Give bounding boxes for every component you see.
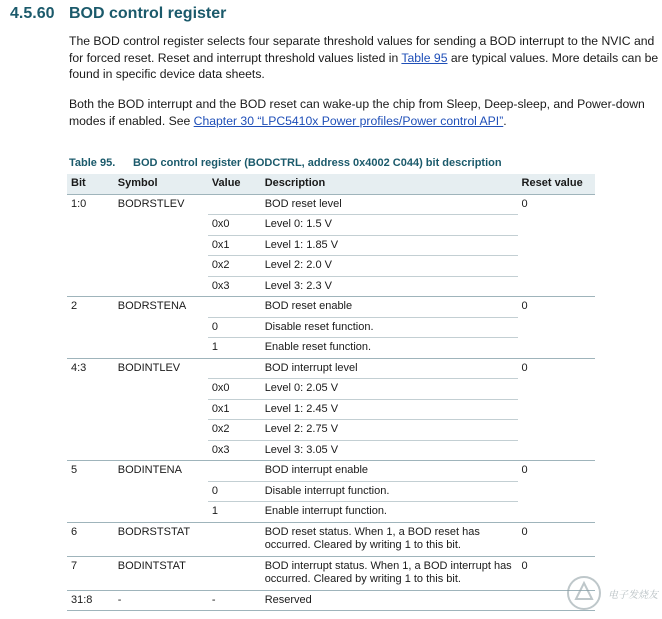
cell-reset-empty <box>518 379 595 400</box>
cell-value: 0x2 <box>208 256 261 277</box>
cell-symbol-empty <box>114 399 208 420</box>
table-row <box>67 317 595 338</box>
cell-reset-empty <box>518 502 595 523</box>
cell-reset-empty <box>518 440 595 461</box>
cell-bit: 6 <box>67 522 114 556</box>
cell-value <box>208 297 261 318</box>
header-symbol: Symbol <box>114 174 208 194</box>
header-bit: Bit <box>67 174 114 194</box>
cell-description: Level 3: 2.3 V <box>261 276 518 297</box>
cell-value: 0x0 <box>208 379 261 400</box>
cell-value: 0 <box>208 317 261 338</box>
cell-bit: 4:3 <box>71 361 87 374</box>
cell-bit: 31:8 <box>67 590 114 611</box>
cell-description: Level 0: 1.5 V <box>261 215 518 236</box>
section-heading <box>10 5 226 23</box>
cell-bit-empty <box>67 338 114 359</box>
cell-symbol: BODRSTSTAT <box>114 522 208 556</box>
table-row <box>67 338 595 359</box>
cell-description: Level 2: 2.0 V <box>261 256 518 277</box>
header-description: Description <box>261 174 518 194</box>
bod-register-table <box>67 174 595 611</box>
cell-symbol-empty <box>114 502 208 523</box>
cell-reset-empty <box>518 481 595 502</box>
table-row <box>67 235 595 256</box>
table-row <box>67 358 595 379</box>
cell-symbol-empty <box>114 317 208 338</box>
cell-description: Level 0: 2.05 V <box>261 379 518 400</box>
cell-reset-empty <box>518 420 595 441</box>
table-row <box>67 461 595 482</box>
cell-bit-empty <box>67 502 114 523</box>
table-row <box>67 194 595 215</box>
cell-symbol-empty <box>114 440 208 461</box>
cell-value <box>208 522 261 556</box>
cell-symbol-empty <box>114 338 208 359</box>
cell-value: 1 <box>208 338 261 359</box>
cell-bit-empty <box>67 235 114 256</box>
header-reset-value: Reset value <box>518 174 595 194</box>
cell-symbol-empty <box>114 420 208 441</box>
table-caption <box>69 157 502 169</box>
cell-value: 0 <box>208 481 261 502</box>
cell-symbol-empty <box>114 276 208 297</box>
cell-value: - <box>208 590 261 611</box>
cell-symbol-empty <box>114 215 208 236</box>
cell-bit-empty <box>67 440 114 461</box>
cell-reset-value: 0 <box>521 300 528 312</box>
cell-value: 0x1 <box>208 235 261 256</box>
cell-value: 1 <box>208 502 261 523</box>
cell-reset-empty <box>518 338 595 359</box>
cell-symbol: BODINTLEV <box>117 361 181 374</box>
watermark-logo <box>564 573 658 613</box>
table-row <box>67 556 595 590</box>
cell-reset-empty <box>518 235 595 256</box>
table-row <box>67 502 595 523</box>
cell-reset-empty <box>518 256 595 277</box>
cell-bit-empty <box>67 420 114 441</box>
cell-symbol-empty <box>114 256 208 277</box>
cell-bit-empty <box>67 317 114 338</box>
cell-value <box>208 461 261 482</box>
cell-symbol: BODINTENA <box>117 464 182 476</box>
cell-bit: 7 <box>67 556 114 590</box>
table-row <box>67 379 595 400</box>
cell-symbol-empty <box>114 379 208 400</box>
cell-value: 0x3 <box>208 276 261 297</box>
cell-symbol: BODRSTLEV <box>117 197 185 210</box>
cell-description: BOD interrupt status. When 1, a BOD interrupt has occurred. Cleared by writing 1 to this bit. <box>261 556 518 590</box>
cell-description: Level 2: 2.75 V <box>261 420 518 441</box>
cell-description: Level 1: 2.45 V <box>261 399 518 420</box>
cell-value: 0x2 <box>208 420 261 441</box>
cell-symbol-empty <box>114 481 208 502</box>
cell-reset-value: 0 <box>518 556 595 590</box>
cell-bit-empty <box>67 481 114 502</box>
section-number: 4.5.60 <box>10 5 55 22</box>
cell-reset-value: 0 <box>521 197 528 210</box>
cell-bit-empty <box>67 276 114 297</box>
cell-value <box>208 556 261 590</box>
watermark-icon <box>564 573 604 613</box>
cell-description: Reserved <box>261 590 518 611</box>
wakeup-text-after: . <box>503 113 507 128</box>
cell-description: Level 3: 3.05 V <box>261 440 518 461</box>
cell-value: 0x3 <box>208 440 261 461</box>
cell-value: 0x0 <box>208 215 261 236</box>
cell-description: Disable interrupt function. <box>261 481 518 502</box>
cell-description: BOD interrupt level <box>261 358 518 379</box>
cell-bit-empty <box>67 215 114 236</box>
cell-bit: 5 <box>71 464 78 476</box>
table-row <box>67 256 595 277</box>
cell-description: BOD interrupt enable <box>261 461 518 482</box>
table-row <box>67 276 595 297</box>
wakeup-paragraph <box>69 96 659 129</box>
header-value: Value <box>208 174 261 194</box>
cell-reset-empty <box>518 276 595 297</box>
table-row <box>67 215 595 236</box>
cell-description: BOD reset level <box>261 194 518 215</box>
cell-symbol: BODINTSTAT <box>114 556 208 590</box>
table-caption-number: Table 95. <box>69 157 116 169</box>
cell-reset-empty <box>518 215 595 236</box>
cell-description: Level 1: 1.85 V <box>261 235 518 256</box>
table-row <box>67 481 595 502</box>
cell-description: BOD reset enable <box>261 297 518 318</box>
cell-reset-value: 0 <box>521 464 528 476</box>
cell-description: Disable reset function. <box>261 317 518 338</box>
cell-symbol: BODRSTENA <box>117 300 187 312</box>
wakeup-text-before: Both the BOD interrupt and the BOD reset can wake-up the chip from Sleep, Deep-sleep, and Power-down modes if enabled. See <box>69 97 645 128</box>
cell-bit: 2 <box>71 300 78 312</box>
watermark-text: 电子发烧友 <box>608 589 658 601</box>
table-row <box>67 399 595 420</box>
cell-bit-empty <box>67 379 114 400</box>
table-row <box>67 440 595 461</box>
cell-bit: 1:0 <box>71 197 87 210</box>
cell-symbol: - <box>114 590 208 611</box>
chapter-30-link[interactable]: Chapter 30 “LPC5410x Power profiles/Power control API” <box>193 113 504 128</box>
table-row <box>67 590 595 611</box>
intro-text-before: The BOD control register selects four separate threshold values for sending a BOD interrupt to the NVIC and for forced reset. Reset and interrupt threshold values listed in <box>69 34 655 65</box>
cell-value: 0x1 <box>208 399 261 420</box>
cell-reset-empty <box>518 399 595 420</box>
cell-description: BOD reset status. When 1, a BOD reset has occurred. Cleared by writing 1 to this bit. <box>261 522 518 556</box>
intro-paragraph <box>69 33 659 83</box>
table-header-row <box>67 174 595 194</box>
cell-description: Enable interrupt function. <box>261 502 518 523</box>
cell-reset-value: 0 <box>521 361 528 374</box>
cell-bit-empty <box>67 256 114 277</box>
cell-reset-value: 0 <box>518 522 595 556</box>
table-caption-title: BOD control register (BODCTRL, address 0x4002 C044) bit description <box>133 157 502 169</box>
cell-description: Enable reset function. <box>261 338 518 359</box>
intro-text-after: are typical values. More details can be found in specific device data sheets. <box>69 50 659 81</box>
cell-bit-empty <box>67 399 114 420</box>
cell-reset-empty <box>518 317 595 338</box>
cell-symbol-empty <box>114 235 208 256</box>
table-row <box>67 522 595 556</box>
table-95-link[interactable]: Table 95 <box>401 50 448 65</box>
table-row <box>67 297 595 318</box>
table-row <box>67 420 595 441</box>
cell-value <box>208 358 261 379</box>
section-title: BOD control register <box>69 5 227 22</box>
cell-value <box>208 194 261 215</box>
table-body <box>67 194 595 611</box>
